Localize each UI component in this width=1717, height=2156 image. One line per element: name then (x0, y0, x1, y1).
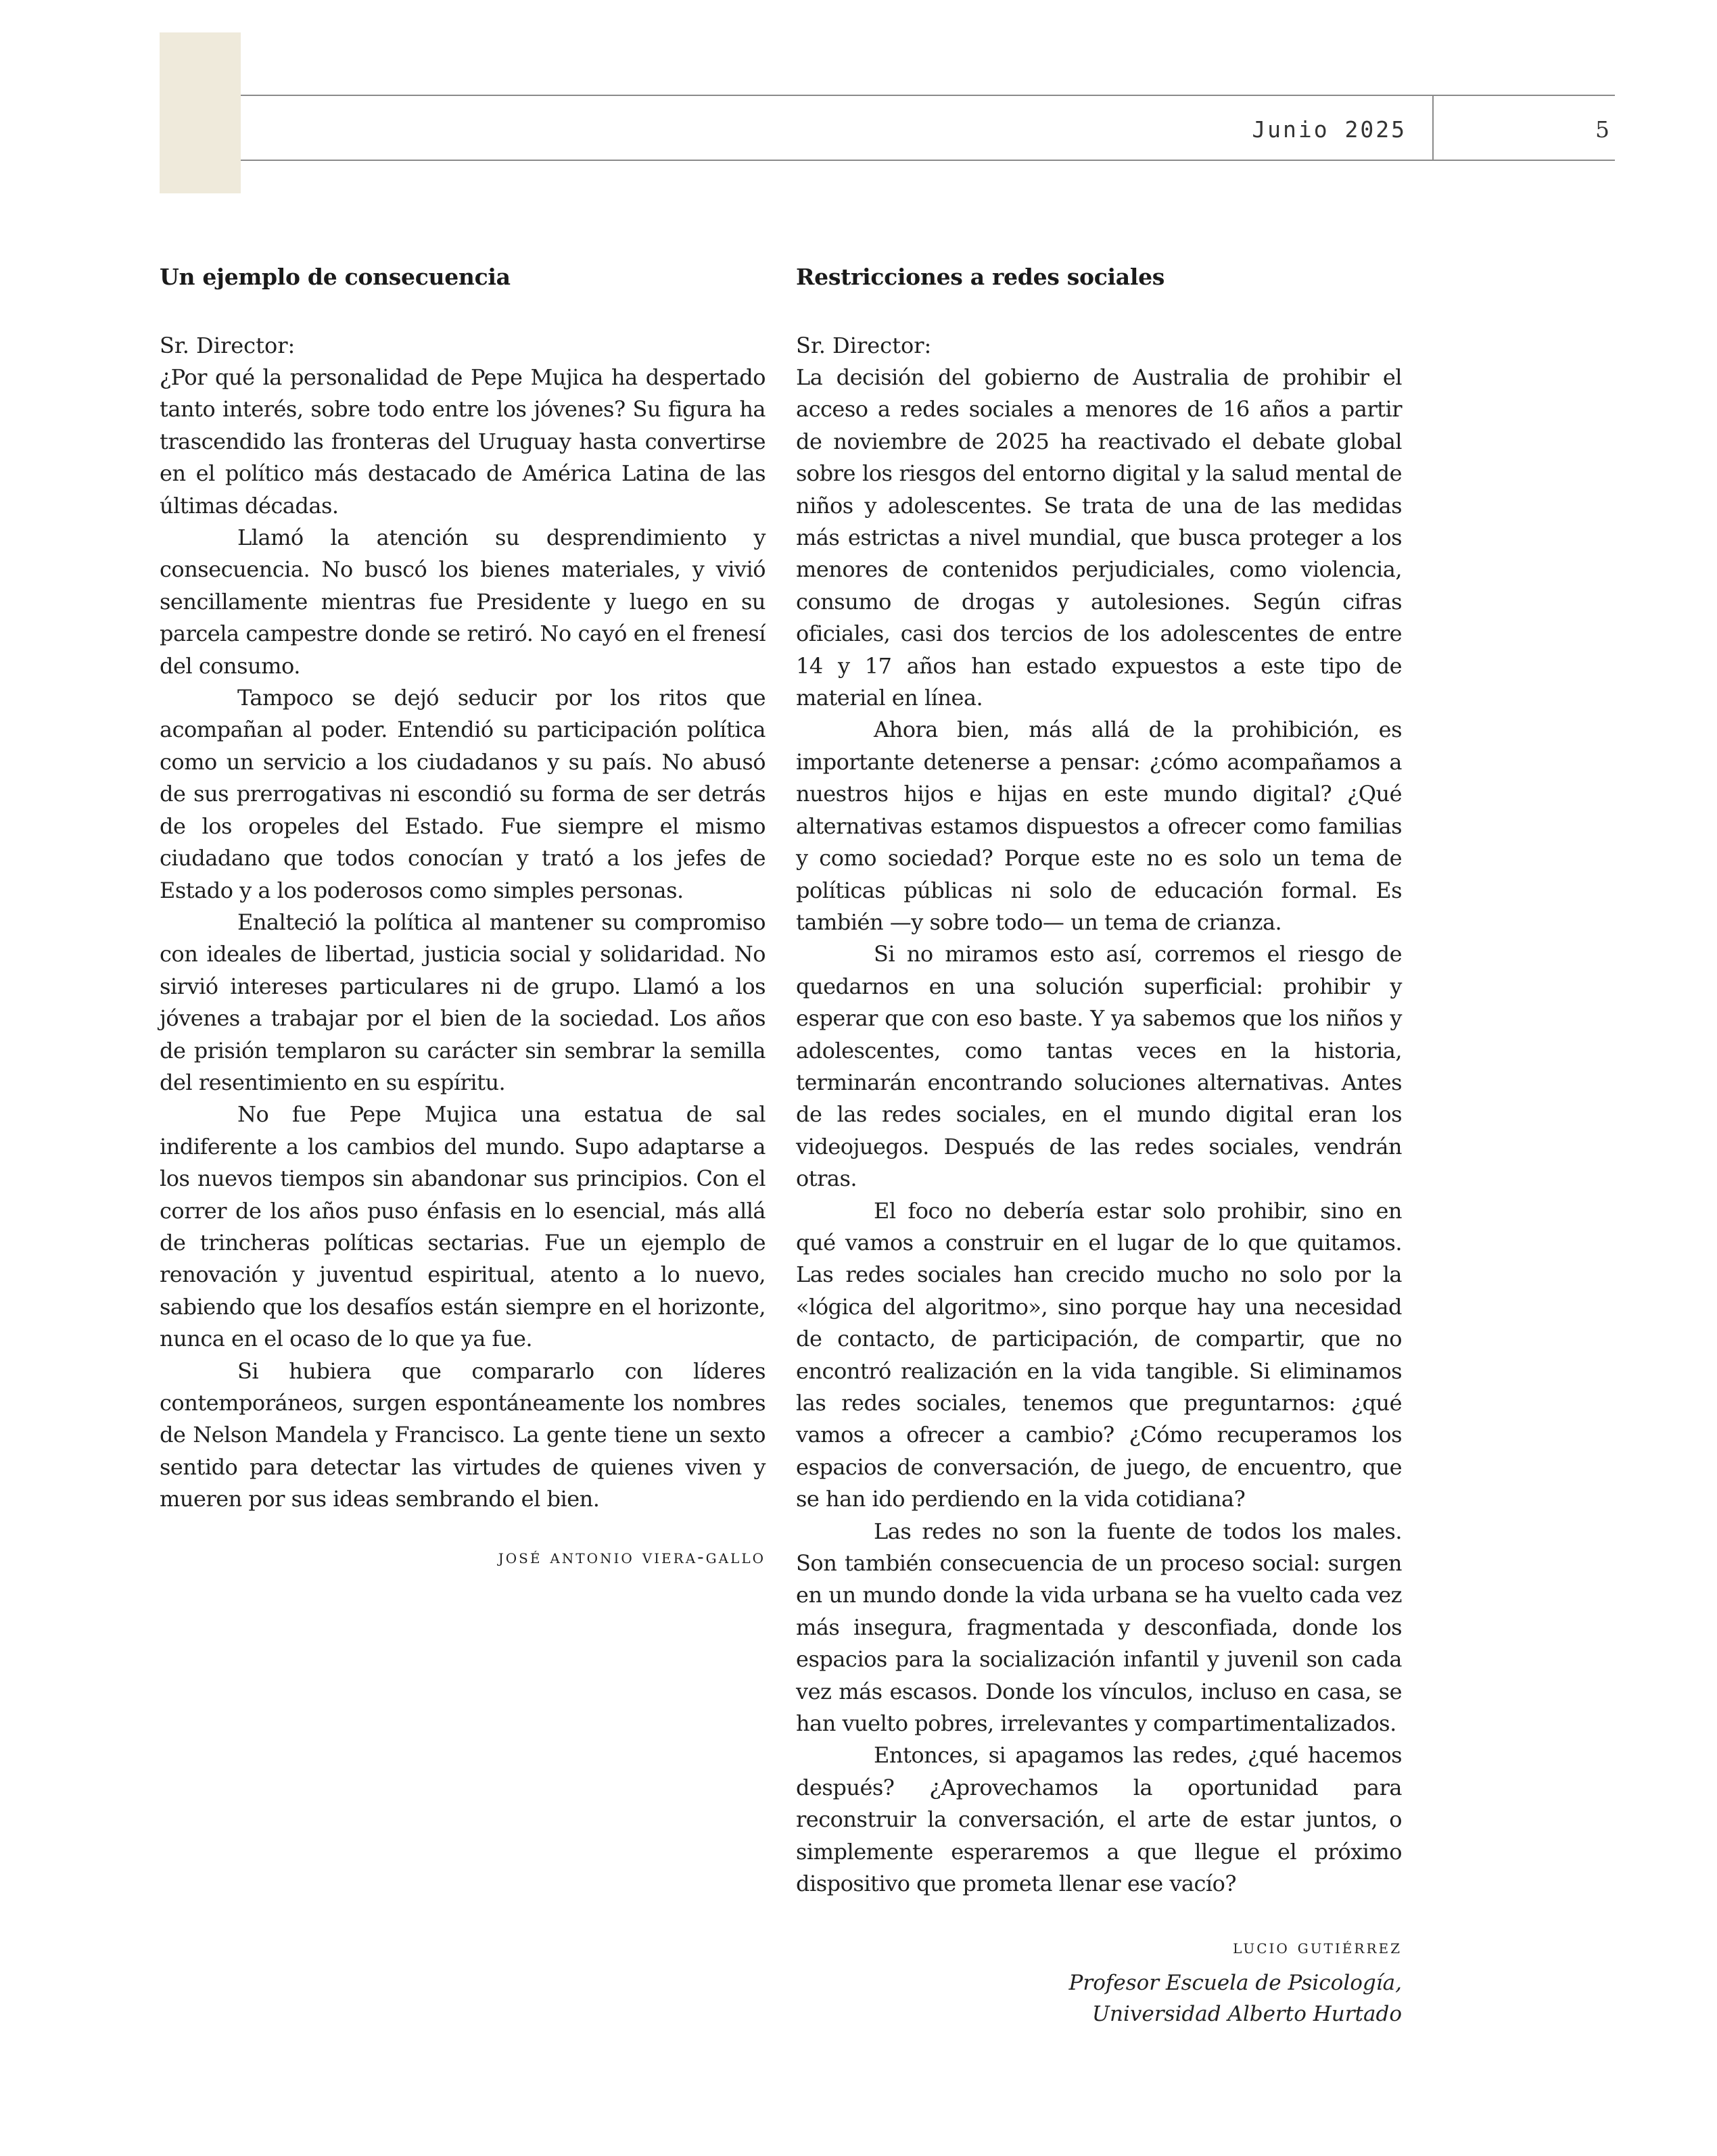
letter-paragraph: Si no miramos esto así, corremos el riesgo de quedarnos en una solución superficial: prohibir y esperar que con eso baste. Y ya sabemos que los niños y adolescentes, como tantas veces en la historia, terminarán encontrando soluciones alternativas. Antes de las redes sociales, en el mundo digital eran los videojuegos. Después de las redes sociales, vendrán otras. (796, 941, 1402, 1192)
letter-paragraph: Enalteció la política al mantener su compromiso con ideales de libertad, justicia social y solidaridad. No sirvió intereses particulares ni de grupo. Llamó a los jóvenes a trabajar por el bien de la sociedad. Los años de prisión templaron su carácter sin sembrar la semilla del resentimiento en su espíritu. (160, 909, 766, 1095)
letter-title: Un ejemplo de consecuencia (160, 264, 511, 290)
header-rule-bottom (241, 160, 1615, 161)
letter-left (160, 264, 766, 1568)
letter-right (796, 264, 1402, 2030)
letter-signature: lucio gutiérrez (1233, 1935, 1402, 1958)
letter-paragraph: No fue Pepe Mujica una estatua de sal indiferente a los cambios del mundo. Supo adaptarse a los nuevos tiempos sin abandonar sus principios. Con el correr de los años puso énfasis en lo esencial, más allá de trincheras políticas sectarias. Fue un ejemplo de renovación y juventud espiritual, atento a lo nuevo, sabiendo que los desafíos están siempre en el horizonte, nunca en el ocaso de lo que ya fue. (160, 1101, 766, 1352)
header-rule-top (241, 95, 1615, 96)
letter-paragraph: Las redes no son la fuente de todos los males. Son también consecuencia de un proceso social: surgen en un mundo donde la vida urbana se ha vuelto cada vez más insegura, fragmentada y desconfiada, donde los espacios para la socialización infantil y juvenil son cada vez más escasos. Donde los vínculos, incluso en casa, se han vuelto pobres, irrelevantes y compartimentalizados. (796, 1518, 1402, 1737)
letter-title: Restricciones a redes sociales (796, 264, 1165, 290)
header-divider (1432, 95, 1434, 161)
letter-paragraph: Entonces, si apagamos las redes, ¿qué hacemos después? ¿Aprovechamos la oportunidad para reconstruir la conversación, el arte de estar juntos, o simplemente esperaremos a que llegue el próximo dispositivo que prometa llenar ese vacío? (796, 1742, 1402, 1897)
letter-paragraph: Llamó la atención su desprendimiento y consecuencia. No buscó los bienes materiales, y vivió sencillamente mientras fue Presidente y luego en su parcela campestre donde se retiró. No cayó en el frenesí del consumo. (160, 525, 766, 679)
signature-affiliation: Profesor Escuela de Psicología, (1068, 1970, 1402, 1995)
letter-paragraph: La decisión del gobierno de Australia de prohibir el acceso a redes sociales a menores de 16 años a partir de noviembre de 2025 ha reactivado el debate global sobre los riesgos del entorno digital y la salud mental de niños y adolescentes. Se trata de una de las medidas más estrictas a nivel mundial, que busca proteger a los menores de contenidos perjudiciales, como violencia, consumo de drogas y autolesiones. Según cifras oficiales, casi dos tercios de los adolescentes de entre 14 y 17 años han estado expuestos a este tipo de material en línea. (796, 364, 1402, 711)
letter-paragraph: Ahora bien, más allá de la prohibición, es importante detenerse a pensar: ¿cómo acompañamos a nuestros hijos e hijas en este mundo digital? ¿Qué alternativas estamos dispuestos a ofrecer como familias y como sociedad? Porque este no es solo un tema de políticas públicas ni solo de educación formal. Es también —y sobre todo— un tema de crianza. (796, 717, 1402, 935)
header-date: Junio 2025 (1252, 116, 1407, 143)
letter-paragraph: ¿Por qué la personalidad de Pepe Mujica ha despertado tanto interés, sobre todo entre los jóvenes? Su figura ha trascendido las fronteras del Uruguay hasta convertirse en el político más destacado de América Latina de las últimas décadas. (160, 364, 766, 519)
letter-signature: josé antonio viera-gallo (498, 1545, 766, 1568)
letter-paragraph: El foco no debería estar solo prohibir, sino en qué vamos a construir en el lugar de lo que quitamos. Las redes sociales han crecido mucho no solo por la «lógica del algoritmo», sino porque hay una necesidad de contacto, de participación, de compartir, que no encontró realización en la vida tangible. Si eliminamos las redes sociales, tenemos que preguntarnos: ¿qué vamos a ofrecer a cambio? ¿Cómo recuperamos los espacios de conversación, de juego, de encuentro, que se han ido perdiendo en la vida cotidiana? (796, 1197, 1402, 1512)
letter-paragraph: Si hubiera que compararlo con líderes contemporáneos, surgen espontáneamente los nombres de Nelson Mandela y Francisco. La gente tiene un sexto sentido para detectar las virtudes de quienes viven y mueren por sus ideas sembrando el bien. (160, 1358, 766, 1512)
letter-salutation: Sr. Director: (796, 333, 932, 358)
signature-affiliation: Universidad Alberto Hurtado (1091, 2001, 1402, 2026)
letter-salutation: Sr. Director: (160, 333, 296, 358)
letter-paragraph: Tampoco se dejó seducir por los ritos que acompañan al poder. Entendió su participación política como un servicio a los ciudadanos y su país. No abusó de sus prerrogativas ni escondió su forma de ser detrás de los oropeles del Estado. Fue siempre el mismo ciudadano que todos conocían y trató a los jefes de Estado y a los poderosos como simples personas. (160, 685, 766, 903)
page-number: 5 (1595, 116, 1609, 143)
corner-accent-block (160, 32, 241, 193)
